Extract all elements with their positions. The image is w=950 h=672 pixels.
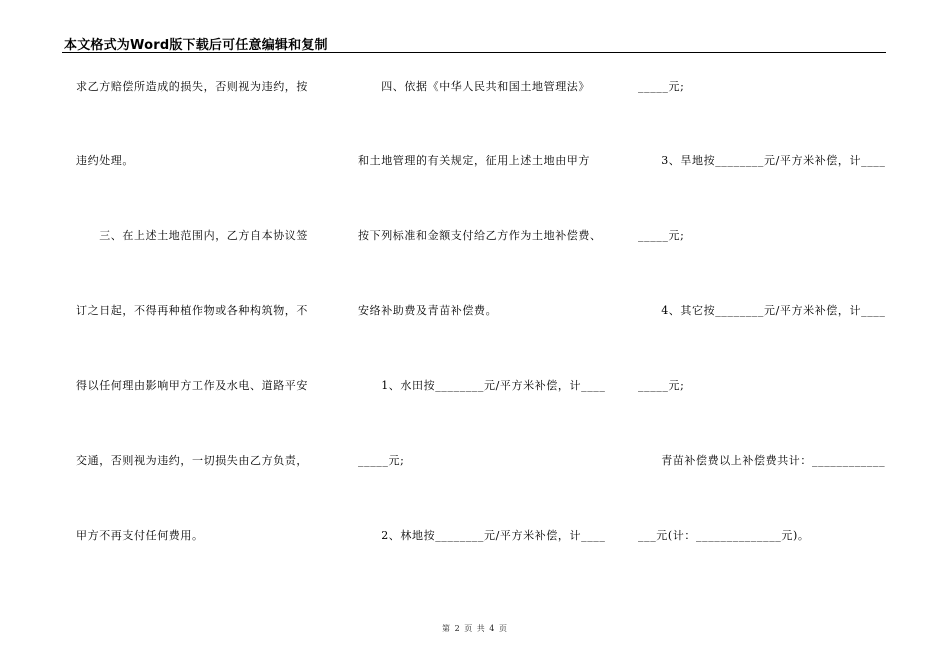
left-column-line: 交通，否则视为违约，一切损失由乙方负责， — [76, 454, 308, 467]
right-column-line: 4、其它按________元/平方米补偿，计____ — [638, 304, 886, 317]
right-column-line: ___元(计：______________元)。 — [638, 529, 810, 542]
left-column-line: 甲方不再支付任何费用。 — [76, 529, 204, 542]
left-column-line: 求乙方赔偿所造成的损失，否则视为违约，按 — [76, 80, 308, 93]
page-number: 第 2 页 共 4 页 — [442, 624, 508, 633]
middle-column-line: 和土地管理的有关规定，征用上述土地由甲方 — [358, 154, 590, 167]
middle-column-line: _____元; — [358, 454, 405, 467]
header-rule — [62, 52, 886, 53]
right-column-line: _____元; — [638, 379, 685, 392]
middle-column-line: 按下列标准和金额支付给乙方作为土地补偿费、 — [358, 229, 602, 242]
middle-column-line: 安络补助费及青苗补偿费。 — [358, 304, 498, 317]
right-column-line: _____元; — [638, 80, 685, 93]
right-column-line: 青苗补偿费以上补偿费共计：____________ — [638, 454, 886, 467]
right-column-line: 3、旱地按________元/平方米补偿，计____ — [638, 154, 886, 167]
left-column-line: 违约处理。 — [76, 154, 134, 167]
left-column-line: 三、在上述土地范围内，乙方自本协议签 — [76, 229, 308, 242]
right-column-line: _____元; — [638, 229, 685, 242]
document-header: 本文格式为Word版下载后可任意编辑和复制 — [64, 38, 328, 53]
left-column-line: 得以任何理由影响甲方工作及水电、道路平安 — [76, 379, 308, 392]
middle-column-line: 四、依据《中华人民共和国土地管理法》 — [358, 80, 590, 93]
middle-column-line: 2、林地按________元/平方米补偿，计____ — [358, 529, 606, 542]
middle-column-line: 1、水田按________元/平方米补偿，计____ — [358, 379, 606, 392]
left-column-line: 订之日起，不得再种植作物或各种构筑物，不 — [76, 304, 308, 317]
